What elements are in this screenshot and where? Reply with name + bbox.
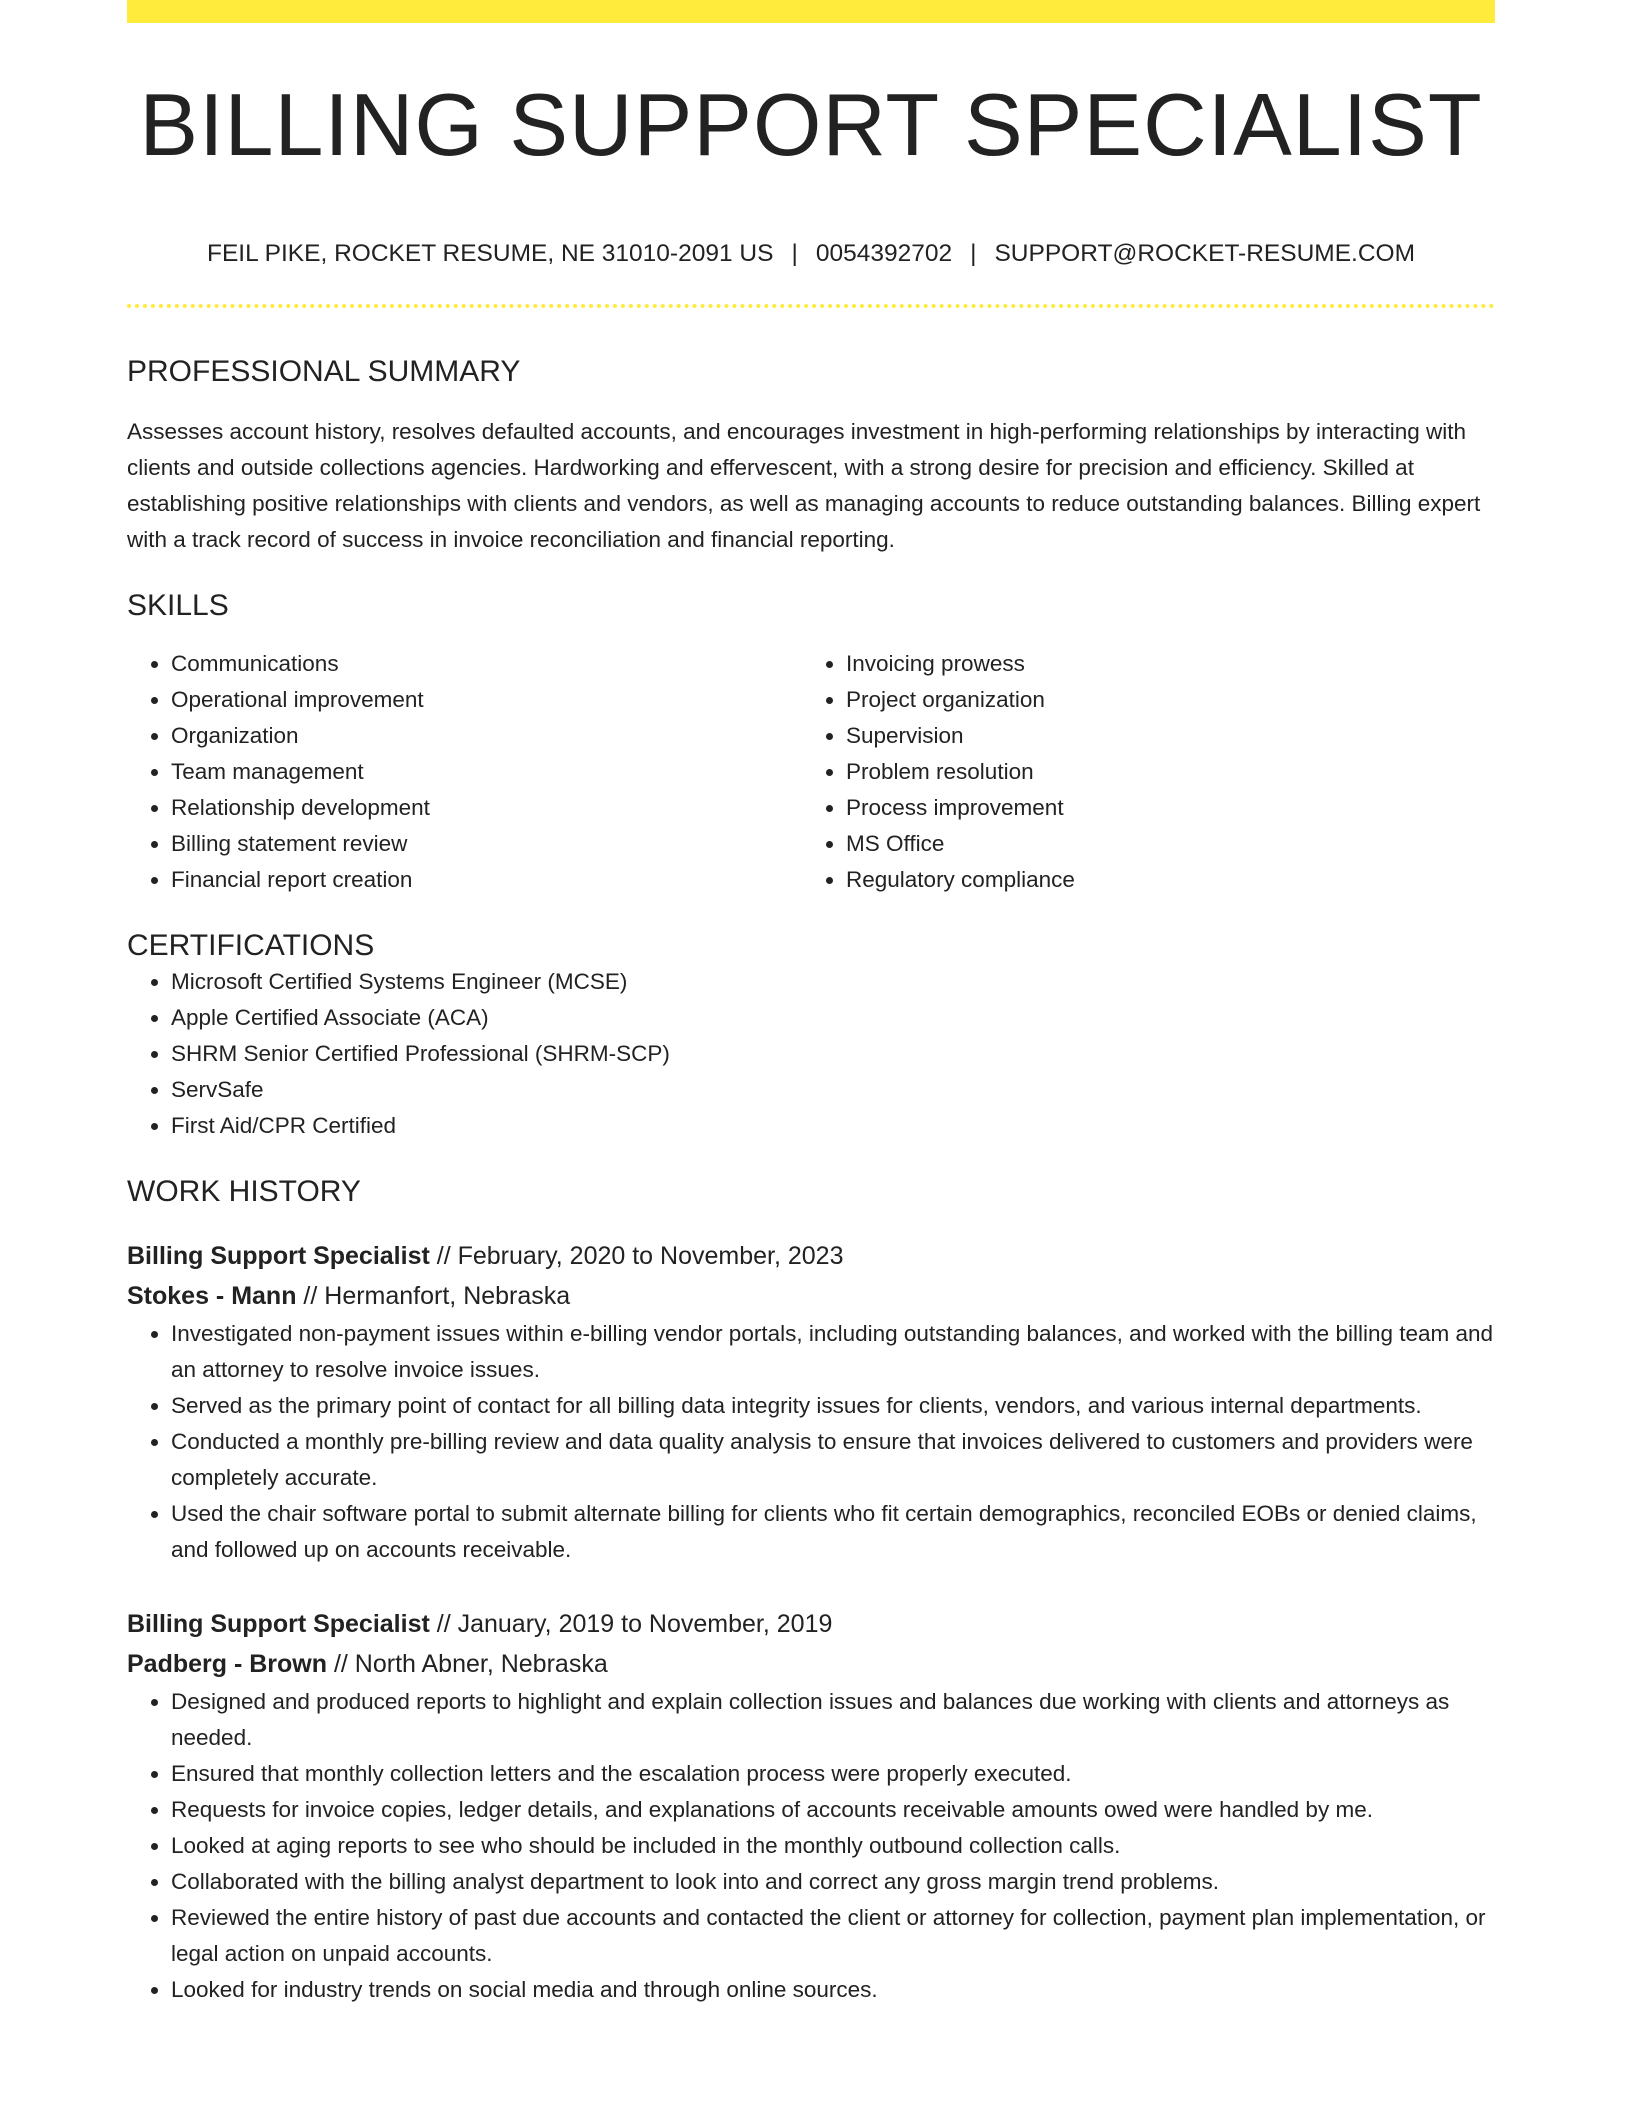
job-dates: // January, 2019 to November, 2019 — [429, 1610, 833, 1639]
contact-email: SUPPORT@ROCKET-RESUME.COM — [994, 240, 1415, 267]
job-title-line — [127, 1236, 1495, 1276]
skills-list-left — [127, 646, 802, 898]
job-bullets — [127, 1316, 1495, 1568]
dotted-divider — [127, 304, 1495, 308]
summary-text: Assesses account history, resolves defaulted accounts, and encourages investment in high-performing relationships by interacting with clients and outside collections agencies. Hardworking and effervescent, with a strong desire for precision and efficiency. Skilled at establishing positive relationships with clients and vendors, as well as managing accounts to reduce outstanding balances. Billing expert with a track record of success in invoice reconciliation and financial reporting. — [127, 419, 1481, 553]
contact-address: FEIL PIKE, ROCKET RESUME, NE 31010-2091 US — [206, 240, 774, 267]
resume-page — [127, 0, 1495, 2008]
job-location: // Hermanfort, Nebraska — [296, 1282, 571, 1311]
skill-item: • Invoicing prowess — [846, 646, 1477, 682]
skill-item: • Organization — [171, 718, 802, 754]
job-bullet: • Conducted a monthly pre-billing review and data quality analysis to ensure that invoices delivered to customers and providers were completely accurate. — [171, 1424, 1495, 1496]
contact-separator: | — [791, 240, 798, 267]
job-entry — [127, 1236, 1495, 1568]
job-location: // North Abner, Nebraska — [327, 1650, 608, 1679]
skill-item: • Financial report creation — [171, 862, 802, 898]
summary-heading: PROFESSIONAL SUMMARY — [127, 355, 521, 389]
job-company: Stokes - Mann — [127, 1282, 297, 1311]
accent-top-bar — [127, 0, 1495, 23]
job-bullet: • Ensured that monthly collection letters and the escalation process were properly executed. — [171, 1756, 1495, 1792]
job-bullet: • Served as the primary point of contact for all billing data integrity issues for clients, vendors, and various internal departments. — [171, 1388, 1495, 1424]
contact-separator: | — [970, 240, 977, 267]
skill-item: • Team management — [171, 754, 802, 790]
job-bullet: • Collaborated with the billing analyst department to look into and correct any gross margin trend problems. — [171, 1864, 1495, 1900]
certification-item: • SHRM Senior Certified Professional (SHRM-SCP) — [171, 1036, 1495, 1072]
skill-item: • Project organization — [846, 682, 1477, 718]
job-bullet: • Looked for industry trends on social media and through online sources. — [171, 1972, 1495, 2008]
job-bullet: • Requests for invoice copies, ledger details, and explanations of accounts receivable amounts owed were handled by me. — [171, 1792, 1495, 1828]
job-title: Billing Support Specialist — [127, 1242, 430, 1271]
skills-columns — [127, 646, 1495, 898]
certification-item: • Microsoft Certified Systems Engineer (MCSE) — [171, 964, 1495, 1000]
job-bullet: • Investigated non-payment issues within e-billing vendor portals, including outstanding balances, and worked with the billing team and an attorney to resolve invoice issues. — [171, 1316, 1495, 1388]
skills-heading: SKILLS — [127, 589, 229, 623]
job-title: Billing Support Specialist — [127, 1610, 430, 1639]
job-entry — [127, 1604, 1495, 2008]
resume-name-title: BILLING SUPPORT SPECIALIST — [139, 75, 1483, 174]
certification-item: • Apple Certified Associate (ACA) — [171, 1000, 1495, 1036]
job-bullet: • Looked at aging reports to see who should be included in the monthly outbound collection calls. — [171, 1828, 1495, 1864]
job-company: Padberg - Brown — [127, 1650, 328, 1679]
skill-item: • Billing statement review — [171, 826, 802, 862]
skill-item: • Supervision — [846, 718, 1477, 754]
job-title-line — [127, 1604, 1495, 1644]
skill-item: • Relationship development — [171, 790, 802, 826]
certifications-heading: CERTIFICATIONS — [127, 929, 375, 963]
job-bullet: • Designed and produced reports to highlight and explain collection issues and balances due working with clients and attorneys as needed. — [171, 1684, 1495, 1756]
certifications-list — [127, 964, 1495, 1144]
job-company-line — [127, 1276, 1495, 1316]
work-history-heading: WORK HISTORY — [127, 1175, 361, 1209]
job-dates: // February, 2020 to November, 2023 — [429, 1242, 844, 1271]
contact-line — [127, 239, 1495, 268]
job-bullets — [127, 1684, 1495, 2008]
skill-item: • MS Office — [846, 826, 1477, 862]
skills-list-right — [802, 646, 1477, 898]
skill-item: • Operational improvement — [171, 682, 802, 718]
certification-item: • First Aid/CPR Certified — [171, 1108, 1495, 1144]
skill-item: • Process improvement — [846, 790, 1477, 826]
skill-item: • Regulatory compliance — [846, 862, 1477, 898]
job-company-line — [127, 1644, 1495, 1684]
contact-phone: 0054392702 — [815, 240, 953, 267]
job-bullet: • Used the chair software portal to submit alternate billing for clients who fit certain demographics, reconciled EOBs or denied claims, and followed up on accounts receivable. — [171, 1496, 1495, 1568]
certification-item: • ServSafe — [171, 1072, 1495, 1108]
skill-item: • Problem resolution — [846, 754, 1477, 790]
job-bullet: • Reviewed the entire history of past due accounts and contacted the client or attorney for collection, payment plan implementation, or legal action on unpaid accounts. — [171, 1900, 1495, 1972]
skill-item: • Communications — [171, 646, 802, 682]
